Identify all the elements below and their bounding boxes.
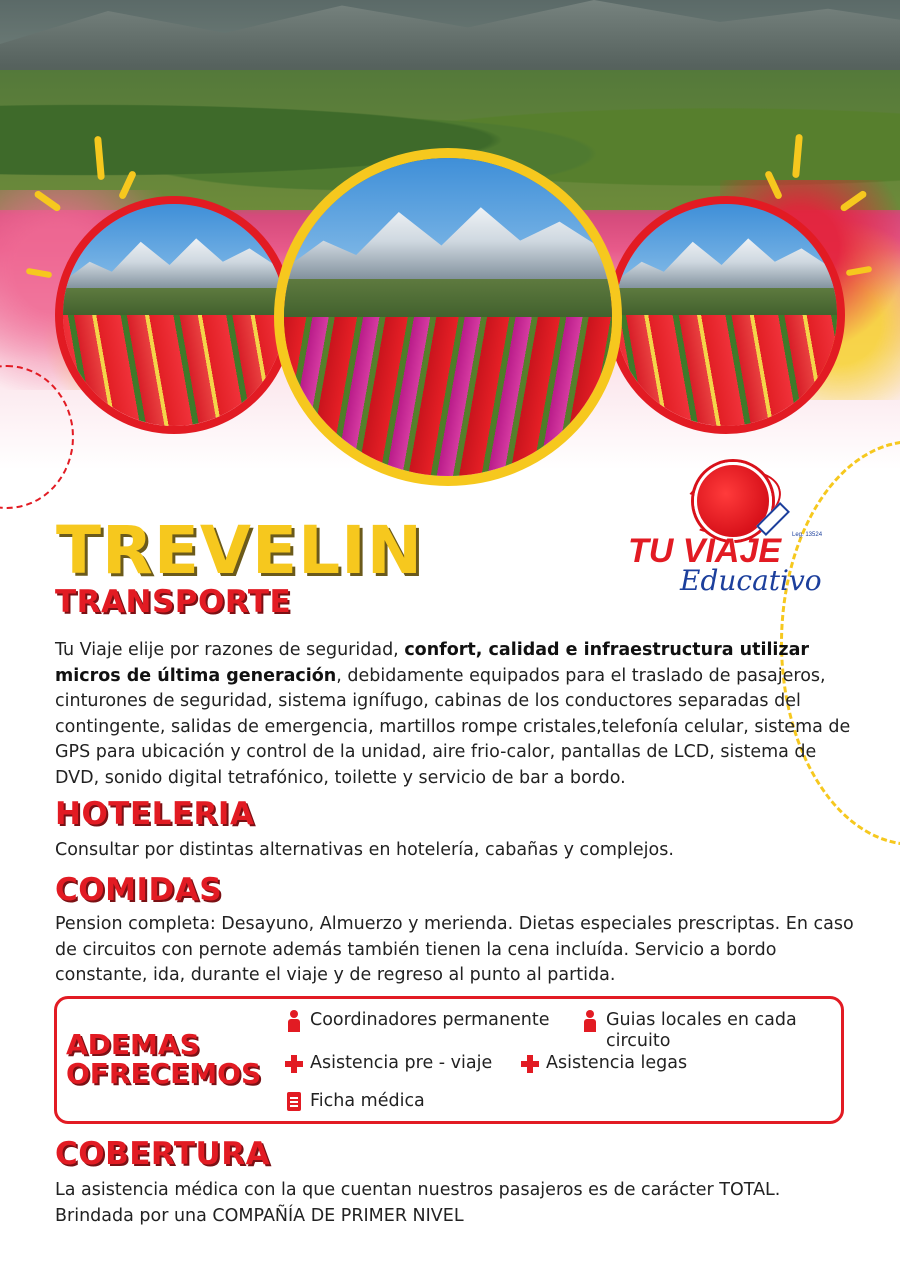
offer-item bbox=[284, 1010, 550, 1032]
ofrecemos-heading bbox=[66, 1030, 261, 1088]
logo-registration: Leg. 13524 bbox=[792, 532, 823, 538]
person-icon bbox=[284, 1010, 304, 1032]
tulip-photo-center bbox=[274, 148, 622, 486]
offer-item bbox=[284, 1053, 492, 1075]
transporte-text bbox=[55, 638, 855, 791]
transporte-intro: Tu Viaje elije por razones de seguridad, bbox=[55, 640, 405, 660]
offer-item-label: Ficha médica bbox=[310, 1091, 425, 1111]
tu-viaje-logo bbox=[624, 462, 834, 602]
offer-item bbox=[520, 1053, 687, 1075]
transporte-heading: TRANSPORTE bbox=[55, 584, 292, 620]
offer-item-label: Asistencia legas bbox=[546, 1053, 688, 1073]
transporte-rest: , debidamente equipados para el traslado de pasajeros, cinturones de seguridad, sistema ignífugo, cabinas de los conductores separadas del contingente, salidas de emergencia, martillos rompe cristales,telefonía celular, sistema de GPS para ubicación y control de la unidad, aire frio-calor, pantallas de LCD, sistema de DVD, sonido digital tetrafónico, toilette y servicio de bar a bordo. bbox=[55, 665, 851, 788]
offer-item-label: Coordinadores permanente bbox=[310, 1010, 550, 1030]
medical-plus-icon bbox=[284, 1053, 304, 1075]
ofrecemos-heading-line1: ADEMAS bbox=[66, 1028, 200, 1061]
hoteleria-text: Consultar por distintas alternativas en hotelería, cabañas y complejos. bbox=[55, 840, 674, 860]
offer-item bbox=[580, 1010, 820, 1052]
logo-brand-text: TU VIAJE bbox=[628, 532, 782, 570]
offer-item bbox=[284, 1091, 425, 1113]
document-icon bbox=[284, 1091, 304, 1113]
hoteleria-heading: HOTELERIA bbox=[55, 796, 255, 832]
transporte-bold: confort, calidad e infraestructura utilizar micros de última generación bbox=[55, 640, 810, 686]
cobertura-text: La asistencia médica con la que cuentan nuestros pasajeros es de carácter TOTAL. Brindada por una COMPAÑÍA DE PRIMER NIVEL bbox=[55, 1180, 781, 1226]
comidas-text: Pension completa: Desayuno, Almuerzo y merienda. Dietas especiales prescriptas. En caso de circuitos con pernote además también tienen la cena incluída. Servicio a bordo constante, ida, durante el viaje y de regreso al punto al partida. bbox=[55, 914, 854, 985]
offer-item-label: Guias locales en cada circuito bbox=[606, 1010, 797, 1051]
logo-subtitle: Educativo bbox=[680, 564, 822, 597]
person-icon bbox=[580, 1010, 600, 1032]
cobertura-heading: COBERTURA bbox=[55, 1136, 271, 1172]
ofrecemos-heading-line2: OFRECEMOS bbox=[66, 1057, 262, 1090]
tulip-photo-right bbox=[607, 196, 845, 434]
tulip-photo-left bbox=[55, 196, 293, 434]
medical-plus-icon bbox=[520, 1053, 540, 1075]
offer-item-label: Asistencia pre - viaje bbox=[310, 1053, 493, 1073]
page-title: TREVELIN bbox=[56, 512, 423, 589]
comidas-heading: COMIDAS bbox=[55, 872, 223, 908]
